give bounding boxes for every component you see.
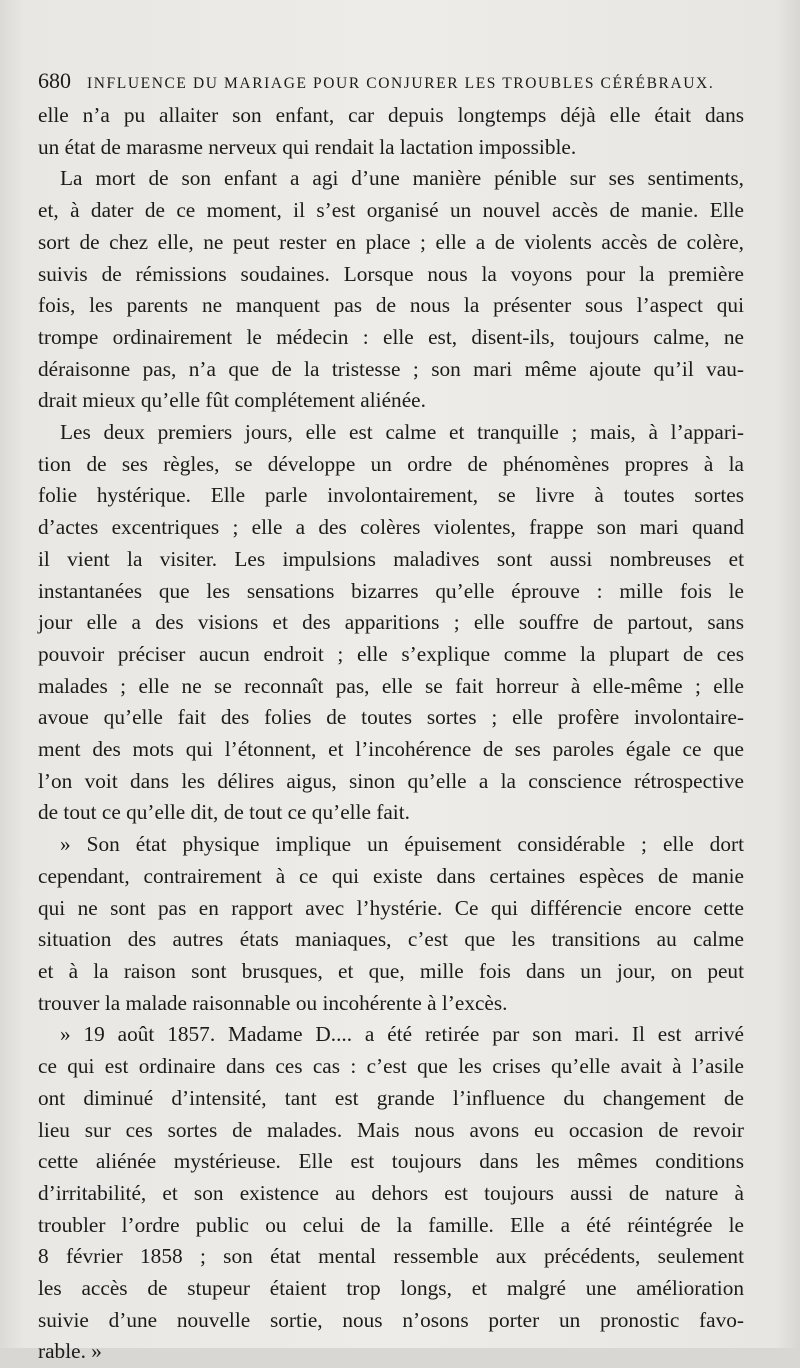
text-line: un état de marasme nerveux qui rendait la lactation impossible.	[38, 134, 577, 159]
text-line: trompe ordinairement le médecin : elle est, disent-ils, toujours calme, ne	[38, 324, 744, 349]
text-line: sort de chez elle, ne peut rester en place ; elle a de violents accès de colère,	[38, 229, 744, 254]
text-line: ment des mots qui l’étonnent, et l’incohérence de ses paroles égale ce que	[38, 737, 744, 762]
text-line: pouvoir préciser aucun endroit ; elle s’explique comme la plupart de ces	[38, 641, 744, 666]
text-line: elle n’a pu allaiter son enfant, car depuis longtemps déjà elle était dans	[38, 103, 744, 127]
text-line: Les deux premiers jours, elle est calme et tranquille ; mais, à l’appari-	[60, 420, 744, 445]
text-line: » Son état physique implique un épuisement considérable ; elle dort	[60, 832, 744, 857]
text-line: suivis de rémissions soudaines. Lorsque nous la voyons pour la première	[38, 261, 744, 286]
text-line: il vient la visiter. Les impulsions maladives sont aussi nombreuses et	[38, 546, 744, 571]
text-line: tion de ses règles, se développe un ordre de phénomènes propres à la	[38, 451, 744, 476]
text-line: l’on voit dans les délires aigus, sinon qu’elle a la conscience rétrospective	[38, 768, 744, 793]
text-line: cependant, contrairement à ce qui existe dans certaines espèces de manie	[38, 863, 744, 888]
running-head	[38, 68, 758, 94]
text-line: situation des autres états maniaques, c’est que les transitions au calme	[38, 927, 744, 952]
running-title: INFLUENCE DU MARIAGE POUR CONJURER LES TROUBLES CÉRÉBRAUX.	[87, 75, 715, 92]
page-number: 680	[38, 68, 71, 93]
paragraph	[38, 163, 744, 417]
text-line: qui ne sont pas en rapport avec l’hystérie. Ce qui différencie encore cette	[38, 895, 744, 920]
text-line: La mort de son enfant a agi d’une manière pénible sur ses sentiments,	[60, 166, 744, 191]
text-line: avoue qu’elle fait des folies de toutes sortes ; elle profère involontaire-	[38, 705, 744, 730]
paragraph	[38, 1019, 744, 1368]
text-line: jour elle a des visions et des apparitions ; elle souffre de partout, sans	[38, 610, 744, 635]
text-line: lieu sur ces sortes de malades. Mais nous avons eu occasion de revoir	[38, 1117, 744, 1142]
text-line: ce qui est ordinaire dans ces cas : c’est que les crises qu’elle avait à l’asile	[38, 1054, 744, 1079]
text-line: malades ; elle ne se reconnaît pas, elle se fait horreur à elle-même ; elle	[38, 673, 744, 698]
text-line: fois, les parents ne manquent pas de nous la présenter sous l’aspect qui	[38, 293, 744, 318]
paragraph	[38, 829, 744, 1019]
text-line: suivie d’une nouvelle sortie, nous n’osons porter un pronostic favo-	[38, 1307, 744, 1332]
text-line: d’irritabilité, et son existence au dehors est toujours aussi de nature à	[38, 1180, 744, 1205]
text-line: » 19 août 1857. Madame D.... a été retirée par son mari. Il est arrivé	[60, 1022, 744, 1047]
text-line: trouver la malade raisonnable ou incohérente à l’excès.	[38, 990, 508, 1015]
text-line: troubler l’ordre public ou celui de la famille. Elle a été réintégrée le	[38, 1212, 744, 1237]
text-line: instantanées que les sensations bizarres qu’elle éprouve : mille fois le	[38, 578, 744, 603]
text-line: et, à dater de ce moment, il s’est organisé un nouvel accès de manie. Elle	[38, 198, 744, 223]
text-line: et à la raison sont brusques, et que, mille fois dans un jour, on peut	[38, 958, 744, 983]
paragraph	[38, 417, 744, 829]
text-line: folie hystérique. Elle parle involontairement, se livre à toutes sortes	[38, 483, 744, 508]
text-line: déraisonne pas, n’a que de la tristesse ; son mari même ajoute qu’il vau-	[38, 356, 744, 381]
text-line: d’actes excentriques ; elle a des colères violentes, frappe son mari quand	[38, 515, 744, 540]
paragraph	[38, 100, 744, 163]
text-line: de tout ce qu’elle dit, de tout ce qu’elle fait.	[38, 800, 410, 825]
body-text	[38, 100, 744, 1368]
text-line: drait mieux qu’elle fût complétement aliénée.	[38, 388, 426, 413]
text-line: 8 février 1858 ; son état mental ressemble aux précédents, seulement	[38, 1244, 744, 1269]
text-line: rable. »	[38, 1339, 102, 1364]
text-line: cette aliénée mystérieuse. Elle est toujours dans les mêmes conditions	[38, 1149, 744, 1174]
text-line: ont diminué d’intensité, tant est grande l’influence du changement de	[38, 1085, 744, 1110]
text-line: les accès de stupeur étaient trop longs, et malgré une amélioration	[38, 1276, 744, 1301]
